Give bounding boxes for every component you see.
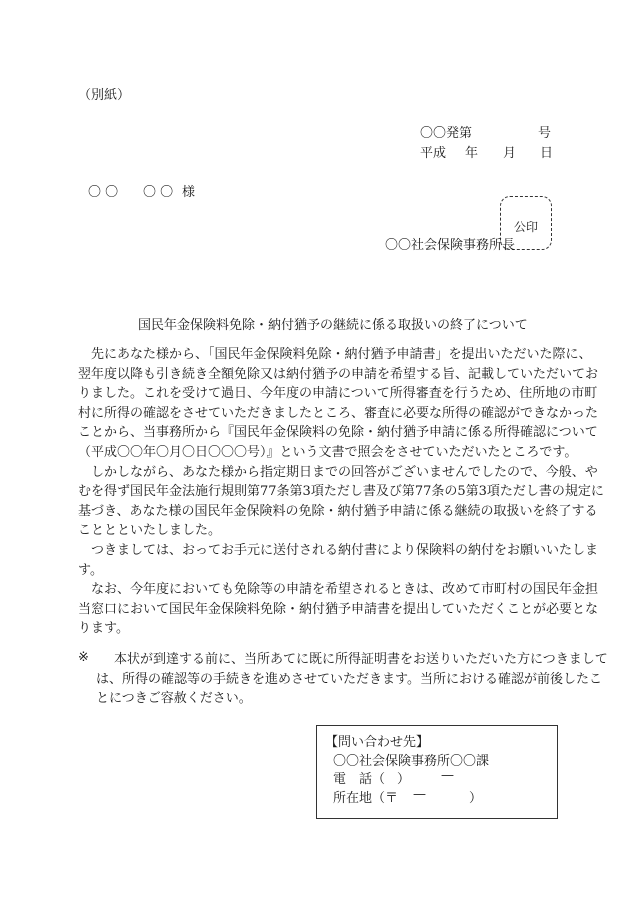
note-text bbox=[96, 650, 608, 709]
body-line: 基づき、あなた様の国民年金保険料の免除・納付猶予申請に係る継続の取扱いを終了する bbox=[78, 503, 598, 519]
body-line: しかしながら、あなた様から指定期日までの回答がございませんでしたので、今般、や bbox=[78, 464, 598, 480]
contact-heading: 【問い合わせ先】 bbox=[325, 735, 430, 750]
body-line: ことから、当事務所から『国民年金保険料の免除・納付猶予申請に係る所得確認について bbox=[78, 425, 598, 441]
note-line: 本状が到達する前に、当所あてに既に所得証明書をお送りいただいた方につきまして bbox=[114, 652, 608, 667]
body-line: つきましては、おってお手元に送付される納付書により保険料の納付をお願いいたしま bbox=[78, 543, 599, 558]
document-number-suffix: 号 bbox=[538, 126, 552, 141]
body-paragraph-3 bbox=[78, 541, 599, 580]
contact-address-dash: — bbox=[413, 787, 426, 802]
date-month-unit: 月 bbox=[503, 146, 517, 161]
contact-office: 〇〇社会保険事務所〇〇課 bbox=[333, 754, 490, 769]
contact-phone-dash: — bbox=[441, 768, 454, 783]
body-line: 翌年度以降も引き続き全額免除又は納付猶予の申請を希望する旨、記載していただいてお bbox=[78, 366, 599, 382]
addressee-given-name: 〇 〇 bbox=[143, 185, 174, 200]
body-line: りました。これを受けて過日、今年度の申請について所得審査を行うため、住所地の市町 bbox=[78, 386, 598, 402]
contact-address-label: 所在地（〒 bbox=[333, 791, 399, 806]
contact-phone-label: 電 話（ bbox=[333, 772, 386, 787]
body-line: 先にあなた様から、「国民年金保険料免除・納付猶予申請書」を提出いただいた際に、 bbox=[78, 347, 592, 362]
date-day-unit: 日 bbox=[540, 146, 554, 161]
sender-name: 〇〇社会保険事務所長 bbox=[385, 238, 516, 253]
body-line: ります。 bbox=[78, 621, 129, 637]
body-line: 村に所得の確認をさせていただきましたところ、審査に必要な所得の確認ができなかった bbox=[78, 405, 599, 421]
contact-box bbox=[316, 725, 558, 819]
body-line: 当窓口において国民年金保険料免除・納付猶予申請書を提出していただくことが必要とな bbox=[78, 601, 599, 617]
note-line: とにつきご容赦ください。 bbox=[96, 691, 252, 707]
contact-phone-close: ） bbox=[397, 772, 411, 787]
document-number-prefix: 〇〇発第 bbox=[420, 126, 473, 141]
attachment-label: （別紙） bbox=[78, 88, 131, 103]
official-seal-label: 公印 bbox=[514, 220, 539, 234]
note-mark: ※ bbox=[78, 650, 89, 665]
body-line: （平成〇〇年〇月〇日〇〇〇号）』という文書で照会をさせていただいたところです。 bbox=[78, 444, 578, 460]
note-line: は、所得の確認等の手続きを進めさせていただきます。当所における確認が前後したこ bbox=[96, 671, 602, 687]
date-year-unit: 年 bbox=[465, 146, 479, 161]
contact-address-close: ） bbox=[469, 791, 483, 806]
body-line: す。 bbox=[78, 562, 103, 578]
addressee-surname: 〇 〇 bbox=[88, 185, 119, 200]
body-line: むを得ず国民年金法施行規則第77条第3項ただし書及び第77条の5第3項ただし書の規定に bbox=[78, 484, 604, 500]
body-paragraph-4 bbox=[78, 580, 599, 639]
body-paragraph-2 bbox=[78, 463, 604, 541]
body-line: なお、今年度においても免除等の申請を希望されるときは、改めて市町村の国民年金担 bbox=[78, 582, 599, 598]
date-era: 平成 bbox=[420, 146, 447, 161]
body-line: こととといたしました。 bbox=[78, 523, 222, 539]
body-paragraph-1 bbox=[78, 345, 599, 463]
addressee-honorific: 様 bbox=[182, 185, 196, 200]
document-title: 国民年金保険料免除・納付猶予の継続に係る取扱いの終了について bbox=[138, 318, 528, 333]
